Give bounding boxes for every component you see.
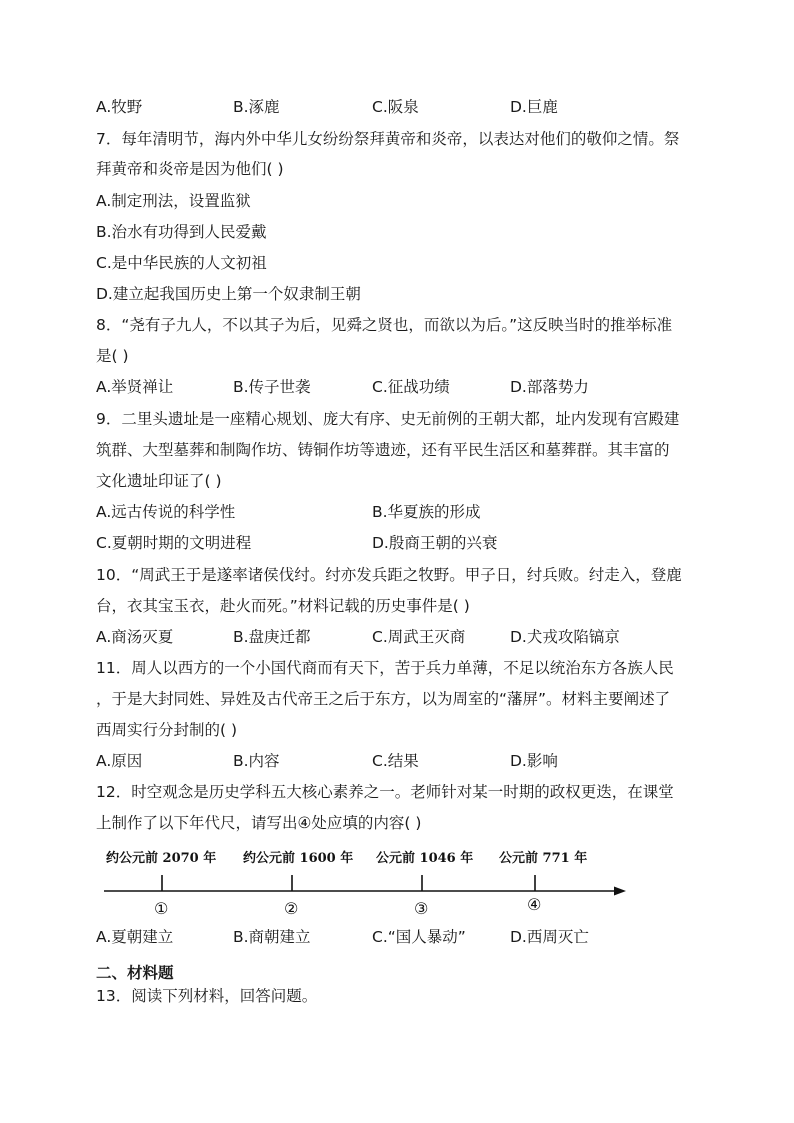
q6-option-c: C.阪泉	[372, 98, 419, 116]
q12-option-c: C.“国人暴动”	[372, 928, 466, 946]
q11-stem-line-1: 11．周人以西方的一个小国代商而有天下，苦于兵力单薄，不足以统治东方各族人民	[96, 659, 674, 677]
q11-option-c: C.结果	[372, 752, 419, 770]
q7-option-c: C.是中华民族的人文初祖	[96, 254, 267, 272]
q9-stem-line-1: 9．二里头遗址是一座精心规划、庞大有序、史无前例的王朝大都，址内发现有宫殿建	[96, 410, 680, 428]
timeline-arrow-icon	[614, 887, 626, 896]
timeline-marker-2: ②	[284, 899, 299, 918]
timeline-marker-1: ①	[154, 899, 169, 918]
q7-option-d: D.建立起我国历史上第一个奴隶制王朝	[96, 285, 361, 303]
timeline-marker-4: ④	[527, 895, 542, 914]
q12-option-a: A.夏朝建立	[96, 928, 174, 946]
q12-stem-line-1: 12．时空观念是历史学科五大核心素养之一。老师针对某一时期的政权更迭，在课堂	[96, 783, 674, 801]
q10-option-c: C.周武王灭商	[372, 628, 466, 646]
q10-option-d: D.犬戎攻陷镐京	[510, 628, 620, 646]
q7-stem-line-1: 7．每年清明节，海内外中华儿女纷纷祭拜黄帝和炎帝，以表达对他们的敬仰之情。祭	[96, 130, 680, 148]
q12-stem-line-2: 上制作了以下年代尺，请写出④处应填的内容( )	[96, 814, 422, 832]
q9-option-d: D.殷商王朝的兴衰	[372, 534, 498, 552]
q7-option-b: B.治水有功得到人民爱戴	[96, 223, 267, 241]
q9-option-a: A.远古传说的科学性	[96, 503, 236, 521]
q10-stem-line-1: 10．“周武王于是遂率诸侯伐纣。纣亦发兵距之牧野。甲子日，纣兵败。纣走入，登鹿	[96, 566, 682, 584]
q12-option-b: B.商朝建立	[233, 928, 311, 946]
q9-option-c: C.夏朝时期的文明进程	[96, 534, 252, 552]
q8-option-a: A.举贤禅让	[96, 378, 174, 396]
q8-option-c: C.征战功绩	[372, 378, 450, 396]
timeline-date-3: 公元前 1046 年	[376, 851, 474, 866]
q11-option-a: A.原因	[96, 752, 143, 770]
q7-option-a: A.制定刑法，设置监狱	[96, 192, 251, 210]
q9-stem-line-3: 文化遗址印证了( )	[96, 472, 222, 490]
q10-option-b: B.盘庚迁都	[233, 628, 311, 646]
q11-option-b: B.内容	[233, 752, 280, 770]
q6-option-d: D.巨鹿	[510, 98, 558, 116]
timeline-date-1: 约公元前 2070 年	[106, 851, 217, 866]
q11-option-d: D.影响	[510, 752, 558, 770]
timeline-marker-3: ③	[414, 899, 429, 918]
q10-stem-line-2: 台，衣其宝玉衣，赴火而死。”材料记载的历史事件是( )	[96, 597, 470, 615]
q11-stem-line-2: ，于是大封同姓、异姓及古代帝王之后于东方，以为周室的“藩屏”。材料主要阐述了	[96, 690, 671, 708]
q8-option-b: B.传子世袭	[233, 378, 311, 396]
q7-stem-line-2: 拜黄帝和炎帝是因为他们( )	[96, 160, 284, 178]
q6-option-b: B.涿鹿	[233, 98, 280, 116]
q8-stem-line-2: 是( )	[96, 347, 129, 365]
timeline-date-4: 公元前 771 年	[499, 851, 588, 866]
q8-option-d: D.部落势力	[510, 378, 589, 396]
timeline-ruler	[96, 842, 636, 922]
q9-option-b: B.华夏族的形成	[372, 503, 481, 521]
q10-option-a: A.商汤灭夏	[96, 628, 174, 646]
q6-option-a: A.牧野	[96, 98, 143, 116]
q13-stem-line-1: 13．阅读下列材料，回答问题。	[96, 987, 318, 1005]
timeline-date-2: 约公元前 1600 年	[243, 851, 354, 866]
section-title-materials: 二、材料题	[96, 964, 174, 982]
q8-stem-line-1: 8．“尧有子九人，不以其子为后，见舜之贤也，而欲以为后。”这反映当时的推举标准	[96, 316, 673, 334]
q12-option-d: D.西周灭亡	[510, 928, 589, 946]
q11-stem-line-3: 西周实行分封制的( )	[96, 721, 238, 739]
q9-stem-line-2: 筑群、大型墓葬和制陶作坊、铸铜作坊等遗迹，还有平民生活区和墓葬群。其丰富的	[96, 441, 670, 459]
